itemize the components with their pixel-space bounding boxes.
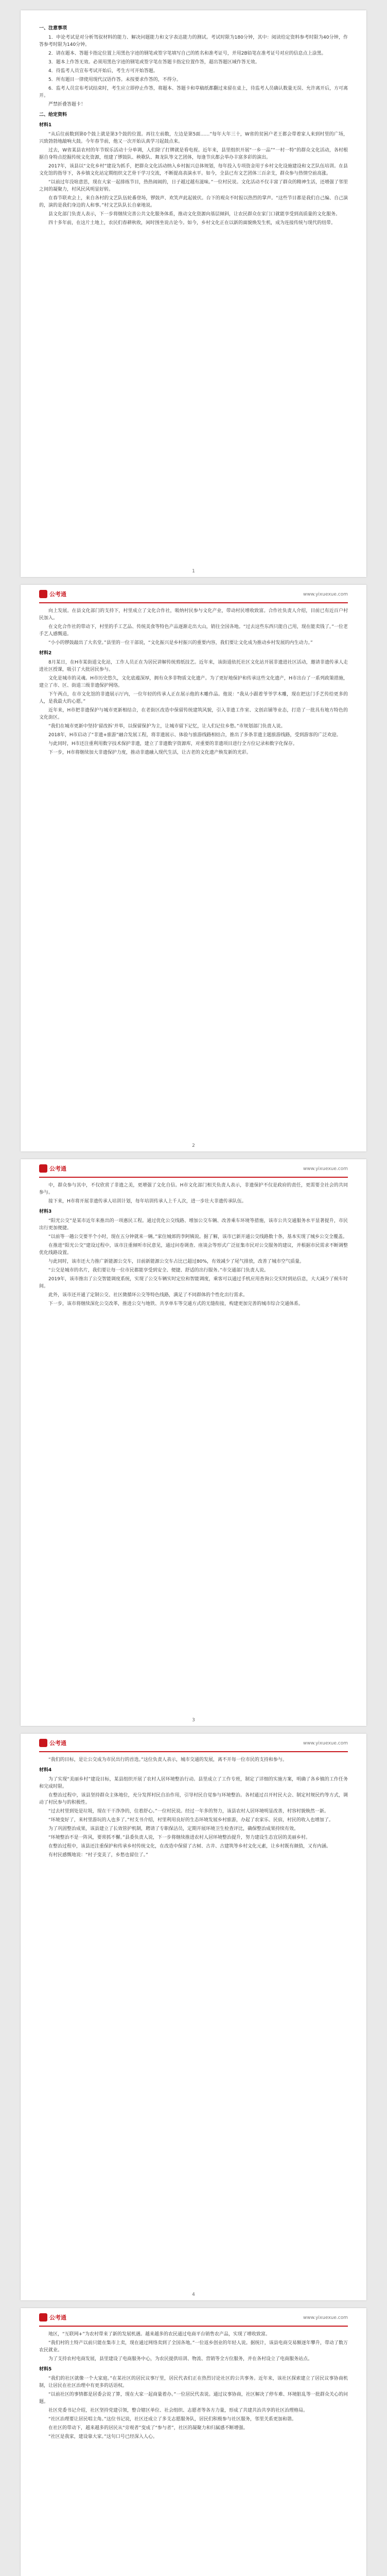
paragraph: 中，群众参与其中，不仅欣赏了非遗之美，更增强了文化自信。H市文化部门相关负责人表示，非遗保护不仅是政府的责任，更需要全社会的共同参与。 <box>39 1183 348 1195</box>
logo-icon <box>39 1739 47 1747</box>
logo-icon <box>39 1164 47 1173</box>
paragraph: 在推进“阳光公交”建设过程中，该市注重倾听市民意见，通过问卷调查、座谈会等形式广泛征集市民对公交服务的建议，并根据市民需求不断调整优化线路设置。 <box>39 1243 348 1256</box>
paragraph: 有村民感慨地说：“村子变美了，乡愁也留住了。” <box>48 1853 148 1858</box>
page-number: 4 <box>192 2292 195 2297</box>
paragraph: 社区党委书记介绍，社区坚持党建引领，整合辖区单位、社会组织、志愿者等各方力量，形成了共建共治共享的社区治理格局。 <box>48 2408 308 2413</box>
page-number: 3 <box>192 1718 195 1723</box>
page-header <box>39 2308 348 2327</box>
paragraph: 6．监考人员宣布考试结束时，考生应立即停止作答，将题本、答题卡和草稿纸都翻过来留在桌上，待监考人员确认数量无误、允许离开后，方可离开。 <box>39 86 348 98</box>
paragraph: 与此同时，H市还注重利用数字技术保护非遗，建立了非遗数字资源库，对重要的非遗项目进行全方位记录和数字化保存。 <box>48 741 297 747</box>
logo-text: 公考通 <box>49 591 66 598</box>
paragraph: 下一步，该市将继续深化公交改革，推进公交与地铁、共享单车等交通方式的无缝衔接，构建更加完善的城市综合交通体系。 <box>48 1301 304 1307</box>
paragraph: “从后往前数到第0个鼓上就是第3个鼓的位置。再往左前数，左边是第5面……”每年大年三十，W省的贫困户老王都会带着家人来到村里的广场，兴致勃勃地敲响大鼓。今年春节前，他又一次开始认真学习起鼓点来。 <box>39 132 348 144</box>
paragraph: “小小的锣鼓敲出了大名堂。”县里的一位干部说，“文化振兴是乡村振兴的重要内容，我们要让文化成为推动乡村发展的内生动力。” <box>48 640 313 646</box>
paragraph: “环境整治不是一阵风，要常抓不懈。”县委负责人说，下一步将继续推进农村人居环境整治提升，努力建设生态宜居的美丽乡村。 <box>48 1835 310 1840</box>
paragraph: 下午两点，在市文化馆的非遗展示厅内，一位年轻的传承人正在展示他的木雕作品。他说：“我从小跟着爷爷学木雕，现在把这门手艺传给更多的人，是我最大的心愿。” <box>39 692 348 704</box>
paragraph: “公交是城市的名片，我们要让每一位市民都能享受到安全、便捷、舒适的出行服务。”市交通部门负责人说。 <box>48 1268 269 1273</box>
paragraph: 文化是城市的灵魂。H市历史悠久，文化底蕴深厚，拥有众多非物质文化遗产。为了更好地保护和传承这些文化遗产，H市出台了一系列政策措施，建立了市、区、街道三级非遗保护网络。 <box>39 676 348 688</box>
paragraph: 2017年，该县以“文化乡村”建设为抓手，把群众文化活动纳入乡村振兴总体规划，每年投入专项资金用于乡村文化设施建设和文艺队伍培训。在县文化馆的指导下，各乡镇文化站定期组织文艺骨干学习交流，不断提高表演水平。如今，全县已有文艺团体三百余支，群众参与热情空前高涨。 <box>39 164 348 176</box>
paragraph: 5．所有题目一律使用现代汉语作答。未按要求作答的，不得分。 <box>48 77 181 82</box>
logo-icon <box>39 2313 47 2321</box>
section-heading: 材料2 <box>39 651 52 656</box>
paragraph: 2018年，H市启动了“非遗+旅游”融合发展工程，将非遗展示、体验与旅游线路相结合，推出了多条非遗主题旅游线路，受到游客的广泛欢迎。 <box>48 733 341 738</box>
page-number: 1 <box>192 569 195 574</box>
paragraph: 过去，W省某县农村的年节娱乐活动十分单调，人们除了打牌就是看电视。近年来，县里组织开展“一乡一品”“一村一特”的群众文化活动，各村根据自身特点挖掘传统文化资源，组建了锣鼓队、秧歌队、舞龙队等文艺团体，每逢节庆都会举办丰富多彩的演出。 <box>39 148 348 160</box>
logo <box>39 2313 66 2321</box>
page-header <box>39 1159 348 1178</box>
paragraph: 3．题本上作答无效。必须用黑色字迹的钢笔或签字笔在答题卡指定位置作答，超出答题区域作答无效。 <box>48 60 260 65</box>
paragraph: 接下来，H市将开展非遗传承人培训计划，每年培训传承人上千人次，进一步壮大非遗传承队伍。 <box>48 1199 247 1204</box>
paragraph: “阳光公交”是某市近年来推出的一项惠民工程。通过优化公交线路、增加公交车辆、改善乘车环境等措施，该市公共交通服务水平显著提升，市民出行更加便捷。 <box>39 1218 348 1231</box>
site-url: www.yixuexue.com <box>303 1741 348 1746</box>
paragraph: 为了支持农村电商发展，县里建设了电商服务中心，为农民提供培训、物流、营销等全方位服务，并在各村设立了电商服务站点。 <box>48 2357 313 2362</box>
paragraph: “社区是我家，建设靠大家。”这句口号已经深入人心。 <box>48 2434 157 2439</box>
paragraph: “以前过年没啥意思，现在大家一起排练节目，热热闹闹的，日子越过越有滋味。”一位村民说。文化活动不仅丰富了群众的精神生活，还增强了邻里之间的凝聚力，村风民风明显好转。 <box>39 180 348 192</box>
paragraph: “我们在城市更新中坚持‘留改拆’并举，以保留保护为主，让城市留下记忆，让人们记住乡愁。”市规划部门负责人说。 <box>48 724 286 729</box>
paragraph: 近年来，H市把非遗保护与城市更新相结合，在老街区改造中保留传统建筑风貌，引入非遗工作室、文创店铺等业态，打造了一批具有地方特色的文化街区。 <box>39 708 348 720</box>
paragraph: 向上发展。在县文化部门的支持下，村里成立了文化合作社，吸纳村民参与文化产业，带动村民增收致富。合作社负责人介绍，目前已有近百户村民加入。 <box>39 608 348 621</box>
paragraph: 2019年，该市推出了公交智能调度系统，实现了公交车辆实时定位和智能调度，乘客可以通过手机应用查询公交实时到站信息，大大减少了候车时间。 <box>39 1277 348 1289</box>
section-heading: 材料4 <box>39 1768 52 1773</box>
paragraph: “社区治理要让居民唱主角。”这位书记说，社区还成立了多支志愿服务队，居民们积极参与社区服务，邻里关系更加和谐。 <box>48 2417 296 2422</box>
logo-text: 公考通 <box>49 2314 66 2321</box>
site-url: www.yixuexue.com <box>303 1166 348 1172</box>
section-heading: 材料5 <box>39 2367 52 2372</box>
page-number: 2 <box>192 1143 195 1148</box>
paragraph: “以前社区的事情都是居委会说了算，现在大家一起商量着办。”一位居民代表说。通过议事协商，社区解决了停车难、环境脏乱等一批群众关心的问题。 <box>39 2392 348 2404</box>
section-heading: 二、给定资料 <box>39 112 67 117</box>
logo-icon <box>39 590 47 598</box>
section-heading: 材料3 <box>39 1209 52 1214</box>
paragraph: 2．请在题本、答题卡指定位置上用黑色字迹的钢笔或签字笔填写自己的姓名和准考证号，并用2B铅笔在准考证号对应的信息点上涂黑。 <box>48 51 326 56</box>
logo <box>39 1739 66 1747</box>
page-header <box>39 585 348 603</box>
page-body <box>21 18 366 227</box>
paragraph: “以前等一趟公交要半个小时，现在五分钟就来一辆。”家住城郊的李阿姨说。据了解，该市已新开通公交线路数十条，基本实现了城乡公交全覆盖。 <box>48 1234 347 1240</box>
page-body <box>21 1752 366 1859</box>
page-body <box>21 2327 366 2441</box>
page <box>21 585 366 1151</box>
section-heading: 一、注意事项 <box>39 26 67 31</box>
paragraph: 地区，“互联网+”为农村带来了新的发展机遇。越来越多的农民通过电商平台销售农产品，实现了增收致富。 <box>48 2332 270 2337</box>
paragraph: 此外，该市还开通了定制公交、社区微循环公交等特色线路，满足了不同群体的个性化出行需求。 <box>48 1293 248 1298</box>
page <box>21 1734 366 2300</box>
paragraph: “过去村里到处是垃圾，现在干干净净的，住着舒心。”一位村民说。经过一年多的努力，该县农村人居环境明显改善，村容村貌焕然一新。 <box>48 1809 329 1814</box>
site-url: www.yixuexue.com <box>303 2315 348 2320</box>
paragraph: 在整治过程中，该县还注重保护和传承乡村传统文化，在改造中保留了古树、古井、古建筑等乡村文化元素，让乡村既有颜值，又有内涵。 <box>48 1844 331 1849</box>
page-header <box>39 1734 348 1752</box>
page-body <box>21 1178 366 1308</box>
logo-text: 公考通 <box>49 1165 66 1172</box>
paragraph: 下一步，H市将继续加大非遗保护力度，推动非遗融入现代生活，让古老的文化遗产焕发新的光彩。 <box>48 750 251 755</box>
paragraph: 与此同时，该市还大力推广新能源公交车，目前新能源公交车占比已超过80%，有效减少了尾气排放，改善了城市空气质量。 <box>48 1259 305 1264</box>
paragraph: 在春节联欢会上，来自各村的文艺队伍轮番登场，锣鼓声、欢笑声此起彼伏。台下的观众不时报以热烈的掌声。“这些节目都是我们自己编、自己演的，演的是我们身边的人和事。”村文艺队队长自豪地说。 <box>39 196 348 208</box>
paragraph: 在文化合作社的带动下，村里的手工艺品、传统美食等特色产品逐渐走出大山，销往全国各地。“过去这些东西只能自己用，现在能卖钱了。”一位老手艺人感慨道。 <box>39 624 348 637</box>
logo <box>39 1164 66 1173</box>
page <box>21 10 366 577</box>
paragraph: “我们的目标，是让公交成为市民出行的首选。”这位负责人表示，城市交通的发展，离不开每一位市民的支持和参与。 <box>48 1757 287 1762</box>
paragraph: 四十多年前，在这片土地上，农民们春耕秋收，闲时围坐说古论今。如今，乡村文化正在以新的面貌焕发生机，成为连接传统与现代的纽带。 <box>48 221 336 226</box>
logo-text: 公考通 <box>49 1740 66 1747</box>
paragraph: 1．申论考试是对分析驾驭材料的能力、解决问题能力和文字表达能力的测试。考试时限为180分钟，其中：阅读给定资料参考时限为40分钟，作答参考时限为140分钟。 <box>39 35 348 47</box>
paragraph: “我们的社区就像一个大家庭。”在某社区的居民议事厅里，居民代表们正在热烈讨论社区的公共事务。近年来，该社区探索建立了居民议事协商机制，让居民在社区治理中有更多的话语权。 <box>39 2376 348 2388</box>
page-body <box>21 603 366 756</box>
section-heading: 材料1 <box>39 123 52 128</box>
page <box>21 1159 366 1726</box>
paragraph: “环境变好了，来村里游玩的人也多了。”村支书介绍，村里利用良好的生态环境发展乡村旅游，办起了农家乐、民宿，村民的收入也增加了。 <box>48 1818 333 1823</box>
paragraph: 4．待监考人员宣布考试开始后，考生方可开始答题。 <box>48 69 158 74</box>
logo <box>39 590 66 598</box>
paragraph: 为了巩固整治成果，该县建立了长效管护机制，聘请了专职保洁员，定期开展环境卫生检查评比，确保整治成果持续有效。 <box>48 1826 299 1832</box>
paragraph: 县文化部门负责人表示，下一步将继续完善公共文化服务体系，推动文化资源向基层倾斜，让农民群众在家门口就能享受到高质量的文化服务。 <box>48 212 341 217</box>
paragraph: 在社区的带动下，越来越多的居民从“旁观者”变成了“参与者”，社区的凝聚力和归属感不断增强。 <box>48 2426 248 2431</box>
paragraph: “我们村的土特产以前只能在集市上卖，现在通过网络卖到了全国各地。”一位返乡创业的年轻人说。据统计，该县电商交易额逐年攀升，带动了数万农民就业。 <box>39 2341 348 2353</box>
paragraph: 8月某日，在H市某街道文化站，工作人员正在为居民讲解传统剪纸技艺。近年来，该街道依托社区文化站开展非遗进社区活动，邀请非遗传承人走进社区授课，吸引了大批居民参与。 <box>39 660 348 672</box>
paragraph: 为了实现“美丽乡村”建设目标，某县组织开展了农村人居环境整治行动。县里成立了工作专班，制定了详细的实施方案，明确了各乡镇的工作任务和完成时限。 <box>39 1777 348 1789</box>
paragraph: 在整治过程中，该县坚持群众主体地位，充分发挥村民自治作用，引导村民自觉参与环境整治。各村通过召开村民大会、制定村规民约等方式，调动了村民参与的积极性。 <box>39 1793 348 1805</box>
site-url: www.yixuexue.com <box>303 592 348 597</box>
page <box>21 2308 366 2576</box>
paragraph: 严禁折叠答题卡！ <box>48 102 86 107</box>
